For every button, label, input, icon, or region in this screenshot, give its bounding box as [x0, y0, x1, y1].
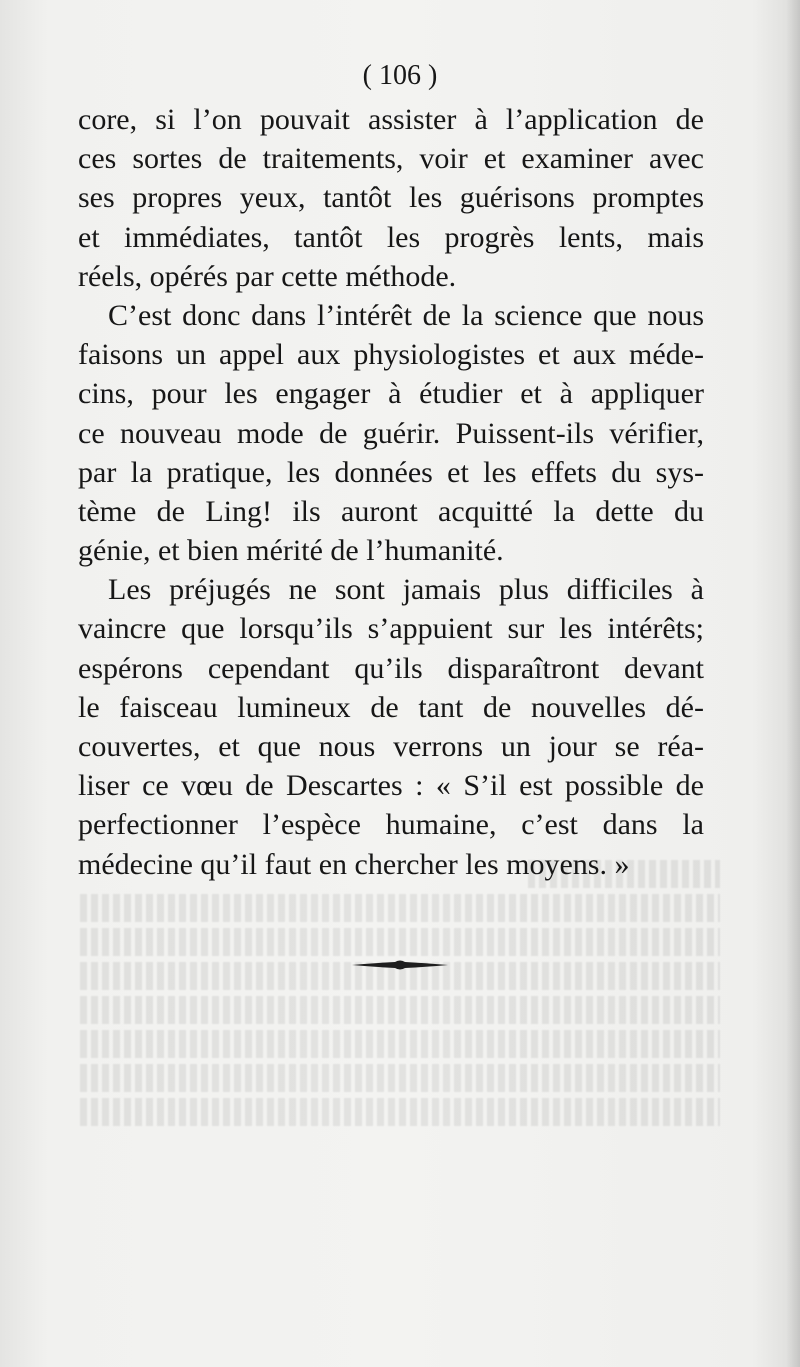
text-line: perfectionner l’espèce humaine, c’est dans la [78, 808, 704, 842]
ornament-divider [350, 955, 450, 975]
text-line: par la pratique, les données et les effets du sys- [78, 455, 704, 489]
text-line: le faisceau lumineux de tant de nouvelles dé- [78, 690, 704, 724]
page-number: ( 106 ) [362, 60, 438, 91]
paragraph-first-line: C’est donc dans l’intérêt de la science que nous [108, 298, 704, 332]
text-line: core, si l’on pouvait assister à l’application de [78, 103, 704, 136]
page-edge-shadow [786, 0, 800, 1367]
text-line: cins, pour les engager à étudier et à appliquer [78, 377, 704, 411]
text-line: liser ce vœu de Descartes : « S’il est possible de [78, 769, 704, 803]
text-line: espérons cependant qu’ils disparaîtront devant [78, 651, 704, 685]
text-line: ses propres yeux, tantôt les guérisons promptes [78, 181, 704, 215]
text-line: vaincre que lorsqu’ils s’appuient sur les intérêts; [78, 612, 704, 646]
text-line: tème de Ling! ils auront acquitté la dette du [78, 494, 704, 528]
body-text [78, 100, 704, 884]
text-line: faisons un appel aux physiologistes et aux méde- [78, 338, 704, 372]
paragraph-first-line: Les préjugés ne sont jamais plus difficiles à [108, 573, 704, 607]
text-line: génie, et bien mérité de l’humanité. [78, 534, 504, 568]
text-line: ce nouveau mode de guérir. Puissent-ils vérifier, [78, 416, 704, 450]
text-line: réels, opérés par cette méthode. [78, 259, 457, 293]
text-line: et immédiates, tantôt les progrès lents, mais [78, 220, 704, 254]
bleed-through-text [80, 860, 720, 1160]
text-line: couvertes, et que nous verrons un jour se réa- [78, 730, 704, 763]
text-line: ces sortes de traitements, voir et examiner avec [78, 142, 704, 176]
text-line: médecine qu’il faut en chercher les moyens. » [78, 847, 630, 881]
